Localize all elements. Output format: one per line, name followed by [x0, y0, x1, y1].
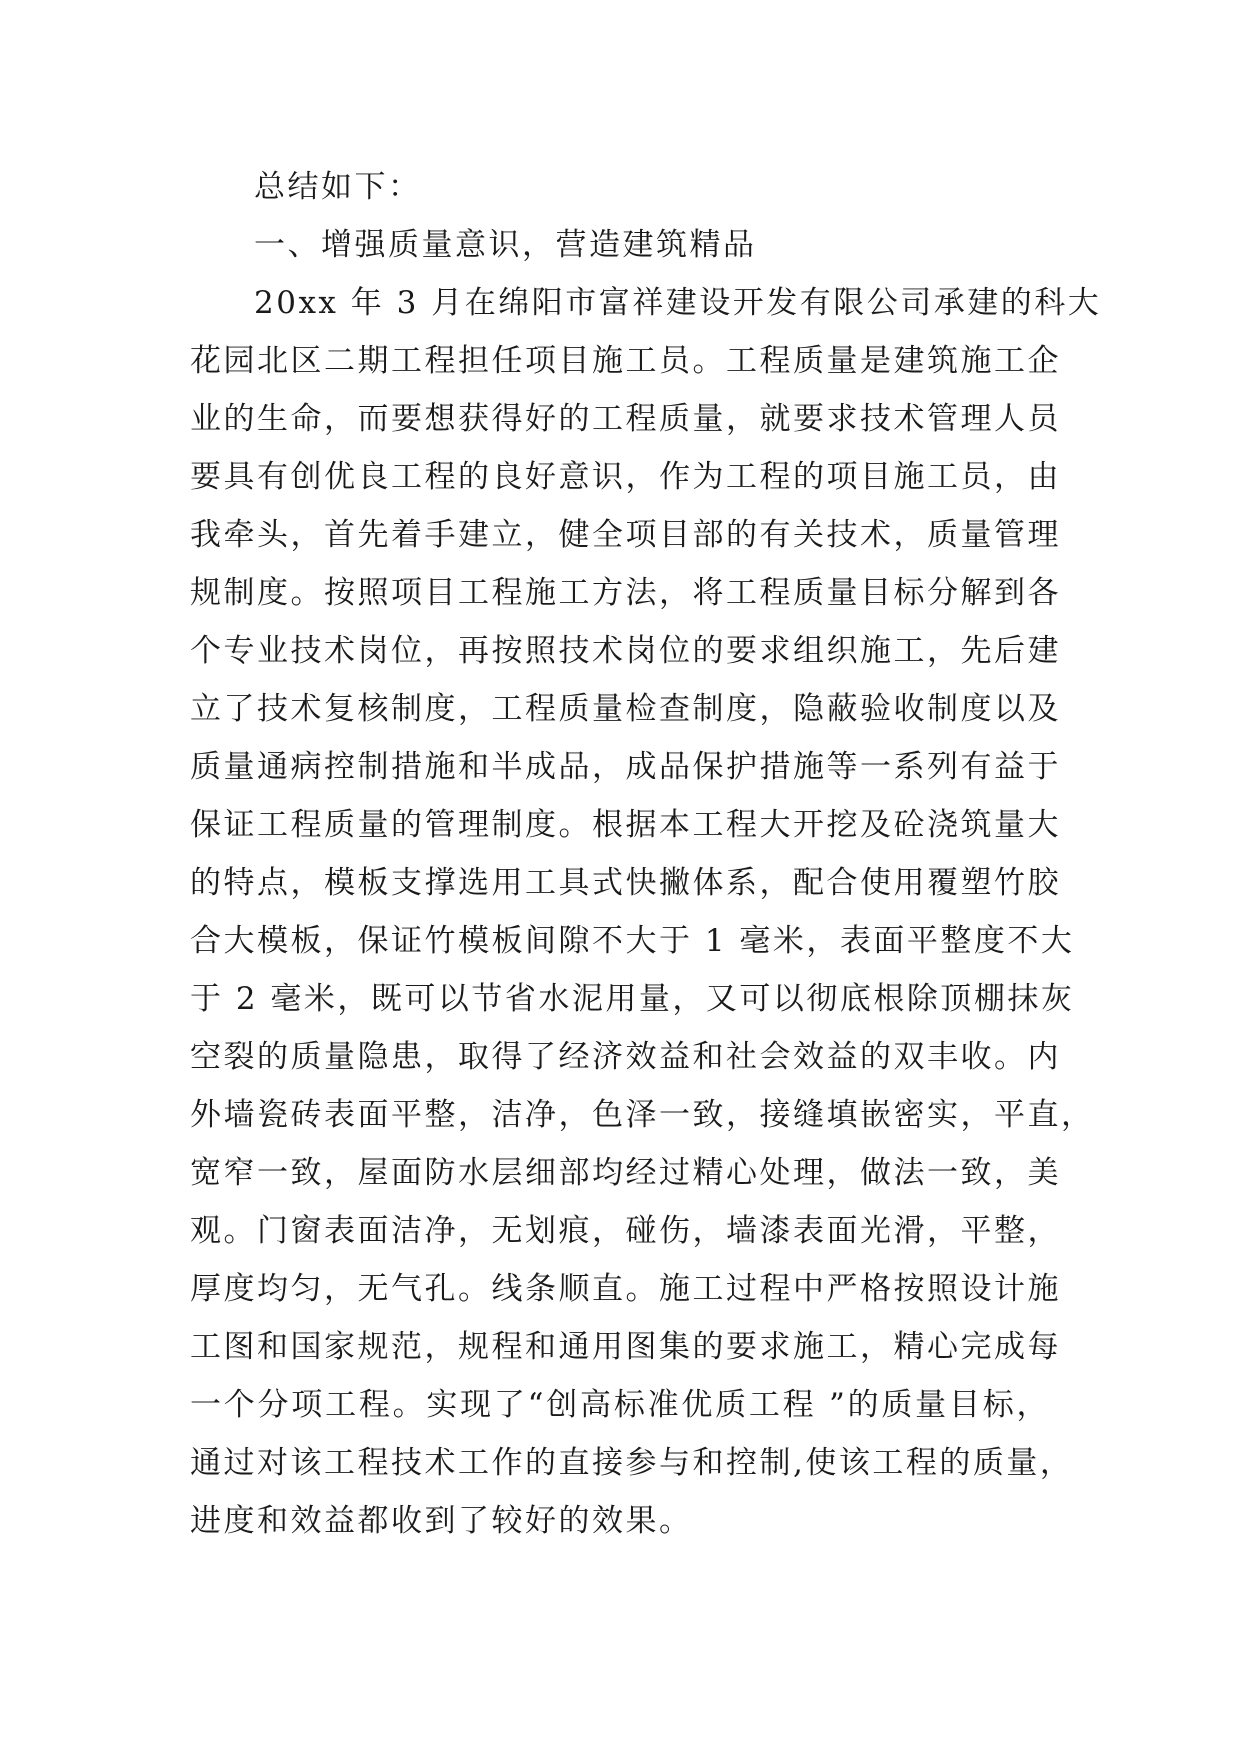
paragraph-line: 我牵头，首先着手建立，健全项目部的有关技术，质量管理 — [190, 517, 1061, 553]
paragraph-line: 质量通病控制措施和半成品，成品保护措施等一系列有益于 — [190, 749, 1061, 785]
paragraph-line: 通过对该工程技术工作的直接参与和控制,使该工程的质量， — [190, 1445, 1074, 1481]
document-body — [190, 158, 1102, 1550]
paragraph-line: 宽窄一致，屋面防水层细部均经过精心处理，做法一致，美 — [190, 1155, 1061, 1191]
paragraph-line: 工图和国家规范，规程和通用图集的要求施工，精心完成每 — [190, 1329, 1061, 1365]
paragraph-line: 规制度。按照项目工程施工方法，将工程质量目标分解到各 — [190, 575, 1061, 611]
paragraph-line: 厚度均匀，无气孔。线条顺直。施工过程中严格按照设计施 — [190, 1271, 1061, 1307]
paragraph-line: 要具有创优良工程的良好意识，作为工程的项目施工员，由 — [190, 459, 1061, 495]
paragraph-line: 20xx 年 3 月在绵阳市富祥建设开发有限公司承建的科大 — [254, 285, 1102, 321]
summary-intro-line: 总结如下： — [254, 169, 422, 205]
paragraph-line: 空裂的质量隐患，取得了经济效益和社会效益的双丰收。内 — [190, 1039, 1061, 1075]
paragraph-line: 业的生命，而要想获得好的工程质量，就要求技术管理人员 — [190, 401, 1061, 437]
paragraph-line: 保证工程质量的管理制度。根据本工程大开挖及砼浇筑量大 — [190, 807, 1061, 843]
paragraph-line: 观。门窗表面洁净，无划痕，碰伤，墙漆表面光滑，平整， — [190, 1213, 1061, 1249]
section-heading: 一、增强质量意识，营造建筑精品 — [254, 227, 757, 263]
paragraph-line: 外墙瓷砖表面平整，洁净，色泽一致，接缝填嵌密实，平直， — [190, 1097, 1095, 1133]
paragraph-line: 一个分项工程。实现了“创高标准优质工程 ”的质量目标， — [190, 1387, 1050, 1423]
paragraph-line: 合大模板，保证竹模板间隙不大于 1 毫米，表面平整度不大 — [190, 923, 1075, 959]
paragraph-line: 立了技术复核制度，工程质量检查制度，隐蔽验收制度以及 — [190, 691, 1061, 727]
paragraph-line: 个专业技术岗位，再按照技术岗位的要求组织施工，先后建 — [190, 633, 1061, 669]
paragraph-line: 花园北区二期工程担任项目施工员。工程质量是建筑施工企 — [190, 343, 1061, 379]
paragraph-line: 的特点，模板支撑选用工具式快撇体系，配合使用覆塑竹胶 — [190, 865, 1061, 901]
paragraph-line: 进度和效益都收到了较好的效果。 — [190, 1503, 693, 1539]
paragraph-line: 于 2 毫米，既可以节省水泥用量，又可以彻底根除顶棚抹灰 — [190, 981, 1075, 1017]
